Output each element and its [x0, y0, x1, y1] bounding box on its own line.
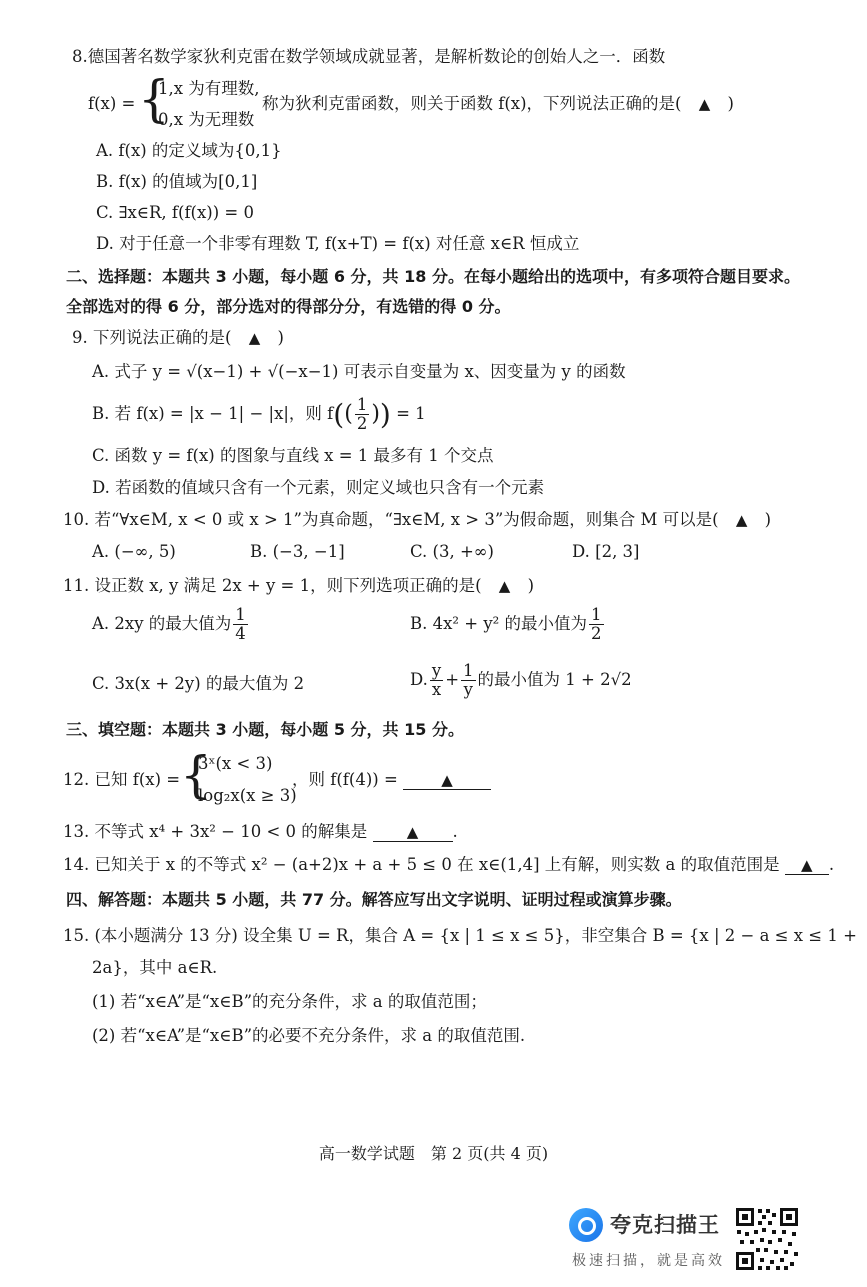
- q11-d-fraction2: [461, 662, 476, 699]
- q11-close-paren: ): [527, 576, 535, 595]
- q12-tail-text: ，则 f(f(4)) =: [292, 770, 398, 789]
- q9-stem: [72, 328, 284, 348]
- q10-option-d: D. [2, 3]: [572, 542, 640, 561]
- section2-heading-line2: 全部选对的得 6 分，部分选对的得部分分，有选错的得 0 分。: [66, 297, 511, 316]
- q9-option-b-pre: B. 若 f(x) = |x − 1| − |x|，则 f: [92, 404, 334, 424]
- page-footer: 高一数学试题 第 2 页(共 4 页): [318, 1144, 549, 1163]
- section3-heading: 三、填空题：本题共 3 小题，每小题 5 分，共 15 分。: [66, 720, 464, 739]
- q10-stem: [63, 510, 771, 530]
- fraction-denominator: 2: [356, 414, 368, 434]
- q11-option-b-text: B. 4x² + y² 的最小值为: [410, 614, 588, 634]
- q12-case1: 3ˣ(x < 3): [198, 754, 273, 773]
- scanner-slogan: 极速扫描，就是高效: [572, 1253, 725, 1269]
- answer-triangle-icon: ▲: [441, 771, 453, 789]
- fraction-numerator: y: [431, 661, 442, 680]
- q10-option-c: C. (3, +∞): [410, 542, 494, 561]
- section2-heading-line1: 二、选择题：本题共 3 小题，每小题 6 分，共 18 分。在每小题给出的选项中，有多项符合题目要求。: [66, 267, 800, 286]
- q11-stem-text: 11. 设正数 x, y 满足 2x + y = 1，则下列选项正确的是(: [63, 576, 482, 595]
- q8-case1: 1,x 为有理数,: [158, 79, 260, 98]
- q11-d-fraction1: [430, 662, 443, 699]
- fraction-numerator: 1: [463, 661, 474, 680]
- q8-case2: 0,x 为无理数: [158, 110, 255, 129]
- q15-part1: (1) 若“x∈A”是“x∈B”的充分条件，求 a 的取值范围；: [92, 992, 487, 1011]
- q11-option-a: [92, 606, 250, 643]
- fraction-denominator: 4: [235, 624, 246, 644]
- answer-triangle-icon: ▲: [248, 329, 261, 347]
- q8-option-c: C. ∃x∈R, f(f(x)) = 0: [96, 203, 254, 222]
- fraction-numerator: 1: [591, 605, 602, 624]
- q13: [63, 822, 458, 842]
- answer-triangle-icon: ▲: [801, 856, 813, 874]
- q14: [63, 855, 834, 875]
- q12-tail: [292, 770, 491, 790]
- q14-period: .: [828, 855, 835, 874]
- q9-option-d: D. 若函数的值域只含有一个元素，则定义域也只含有一个元素: [92, 478, 545, 497]
- q10-option-b: B. (−3, −1]: [250, 542, 345, 561]
- answer-triangle-icon: ▲: [698, 95, 711, 113]
- q11-option-d: [410, 662, 632, 699]
- q11-option-b: [410, 606, 606, 643]
- scanner-brand: 夸克扫描王: [610, 1213, 720, 1237]
- answer-blank: [785, 856, 829, 875]
- q12-brace: {: [180, 746, 212, 804]
- q11-option-c: C. 3x(x + 2y) 的最大值为 2: [92, 674, 305, 693]
- q8-stem-tail: [262, 94, 734, 114]
- q10-stem-text: 10. 若“∀x∈M, x < 0 或 x > 1”为真命题，“∃x∈M, x > 3”为假命题，则集合 M 可以是(: [63, 510, 719, 529]
- section4-heading: 四、解答题：本题共 5 小题，共 77 分。解答应写出文字说明、证明过程或演算步骤。: [66, 890, 682, 909]
- q8-option-a: A. f(x) 的定义域为{0,1}: [96, 141, 282, 160]
- qr-code-icon: [734, 1206, 800, 1272]
- q12-case2: log₂x(x ≥ 3): [198, 786, 297, 805]
- answer-triangle-icon: ▲: [498, 577, 511, 595]
- scanner-logo-icon: [569, 1208, 603, 1242]
- q9-option-a: A. 式子 y = √(x−1) + √(−x−1) 可表示自变量为 x、因变量为 y 的函数: [92, 362, 626, 381]
- q11-d-plus: +: [445, 670, 460, 690]
- answer-triangle-icon: ▲: [406, 823, 419, 841]
- answer-blank: [373, 823, 453, 842]
- q11-b-fraction: [589, 606, 604, 643]
- q8-option-b: B. f(x) 的值域为[0,1]: [96, 172, 258, 191]
- q8-stem-tail-text: 称为狄利克雷函数，则关于函数 f(x)，下列说法正确的是(: [262, 94, 682, 113]
- q9-close-paren: ): [277, 328, 284, 347]
- q8-option-d: D. 对于任意一个非零有理数 T, f(x+T) = f(x) 对任意 x∈R 恒成立: [96, 234, 580, 253]
- answer-triangle-icon: ▲: [735, 511, 748, 529]
- q14-text: 14. 已知关于 x 的不等式 x² − (a+2)x + a + 5 ≤ 0 在 x∈(1,4] 上有解，则实数 a 的取值范围是: [63, 855, 780, 874]
- q12-fx-label: 12. 已知 f(x) =: [63, 770, 181, 789]
- fraction-denominator: 2: [591, 624, 602, 644]
- q10-close-paren: ): [764, 510, 772, 529]
- q9-stem-text: 9. 下列说法正确的是(: [72, 328, 232, 347]
- q11-a-fraction: [233, 606, 248, 643]
- q11-option-a-text: A. 2xy 的最大值为: [92, 614, 232, 634]
- q8-close-paren: ): [727, 94, 734, 113]
- answer-blank: [403, 771, 491, 790]
- q13-text: 13. 不等式 x⁴ + 3x² − 10 < 0 的解集是: [63, 822, 368, 841]
- fraction-numerator: 1: [235, 605, 246, 624]
- q8-brace: {: [138, 70, 170, 128]
- q15-stem-line2: 2a}，其中 a∈R.: [92, 958, 218, 977]
- q15-stem-line1: 15. (本小题满分 13 分) 设全集 U = R，集合 A = {x | 1 ≤ x ≤ 5}，非空集合 B = {x | 2 − a ≤ x ≤ 1 +: [63, 926, 857, 945]
- q15-part2: (2) 若“x∈A”是“x∈B”的必要不充分条件，求 a 的取值范围.: [92, 1026, 526, 1045]
- q13-period: .: [452, 822, 458, 841]
- q10-option-a: A. (−∞, 5): [92, 542, 176, 561]
- q9-option-b: B. 若 f(x) = |x − 1| − |x|，则 f(( $\frac{1}{2}$ )) = 1: [92, 395, 426, 434]
- q9-option-c: C. 函数 y = f(x) 的图象与直线 x = 1 最多有 1 个交点: [92, 446, 494, 465]
- q11-option-d-label: D.: [410, 670, 428, 690]
- fraction-denominator: x: [431, 680, 442, 700]
- q8-fx-label: f(x) =: [88, 94, 136, 113]
- fraction-numerator: 1: [356, 395, 368, 414]
- q11-stem: [63, 576, 534, 596]
- q11-option-d-text: 的最小值为 1 + 2√2: [477, 670, 632, 690]
- q8-stem-line1: 8.德国著名数学家狄利克雷在数学领域成就显著，是解析数论的创始人之一．函数: [72, 47, 666, 66]
- q9-option-b-post: = 1: [396, 404, 426, 424]
- q9-fraction: [355, 396, 370, 433]
- fraction-denominator: y: [463, 680, 473, 700]
